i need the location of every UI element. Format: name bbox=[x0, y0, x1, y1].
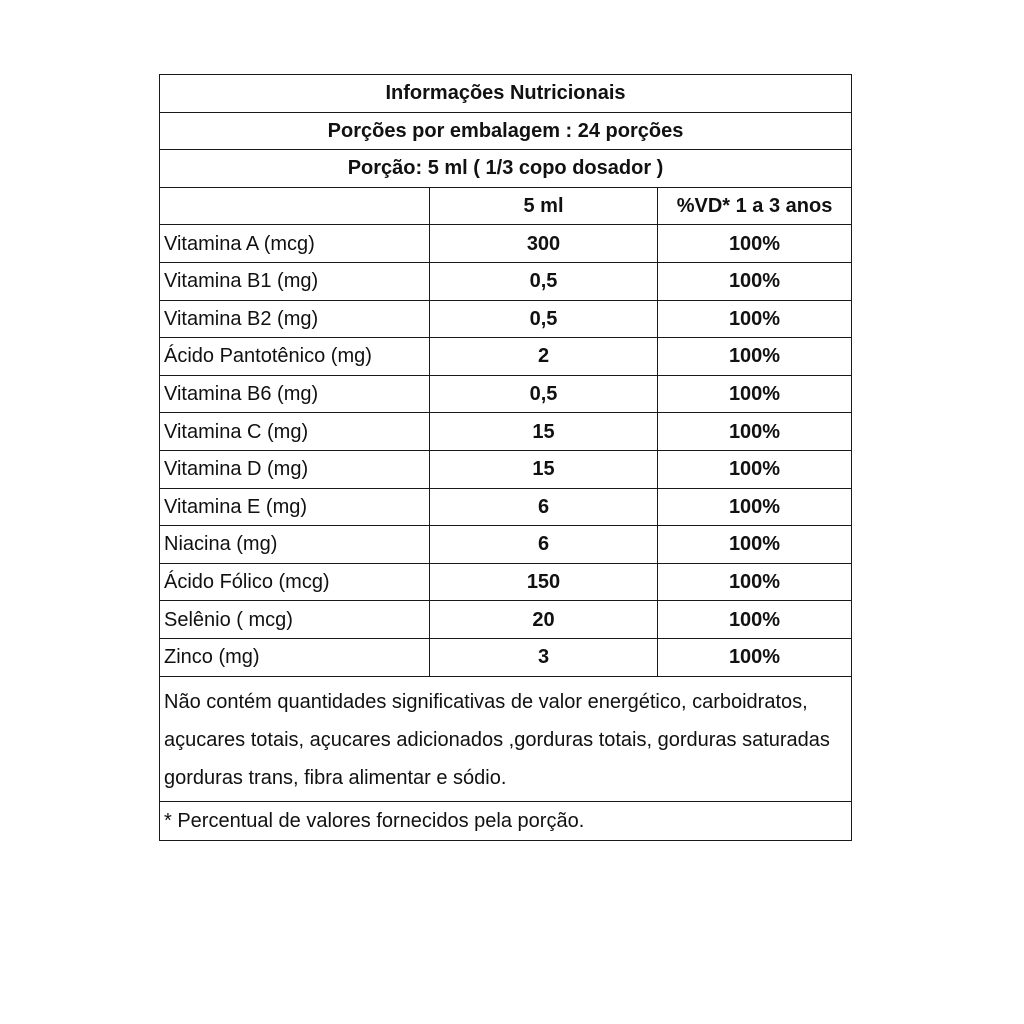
nutrient-amount: 150 bbox=[430, 563, 658, 601]
nutrient-amount: 6 bbox=[430, 526, 658, 564]
table-row bbox=[160, 262, 852, 300]
nutrient-name: Ácido Fólico (mcg) bbox=[160, 563, 430, 601]
nutrient-name: Vitamina B2 (mg) bbox=[160, 300, 430, 338]
nutrient-daily-value: 100% bbox=[658, 300, 852, 338]
nutrient-daily-value: 100% bbox=[658, 601, 852, 639]
column-header-row bbox=[160, 187, 852, 225]
nutrient-amount: 6 bbox=[430, 488, 658, 526]
nutrition-facts-table bbox=[159, 74, 852, 841]
table-row bbox=[160, 375, 852, 413]
nutrient-daily-value: 100% bbox=[658, 638, 852, 676]
servings-row bbox=[160, 112, 852, 150]
nutrient-name: Vitamina B1 (mg) bbox=[160, 262, 430, 300]
nutrient-daily-value: 100% bbox=[658, 563, 852, 601]
table-row bbox=[160, 413, 852, 451]
nutrient-name: Ácido Pantotênico (mg) bbox=[160, 338, 430, 376]
nutrient-daily-value: 100% bbox=[658, 488, 852, 526]
nutrient-name: Zinco (mg) bbox=[160, 638, 430, 676]
table-row bbox=[160, 638, 852, 676]
nutrient-name: Vitamina C (mg) bbox=[160, 413, 430, 451]
nutrient-name: Selênio ( mcg) bbox=[160, 601, 430, 639]
table-row bbox=[160, 225, 852, 263]
column-header-daily-value: %VD* 1 a 3 anos bbox=[658, 187, 852, 225]
nutrient-name: Vitamina E (mg) bbox=[160, 488, 430, 526]
nutrient-amount: 20 bbox=[430, 601, 658, 639]
column-header-amount: 5 ml bbox=[430, 187, 658, 225]
footnote-row bbox=[160, 801, 852, 840]
servings-per-package: Porções por embalagem : 24 porções bbox=[160, 112, 852, 150]
table-row bbox=[160, 526, 852, 564]
nutrient-amount: 15 bbox=[430, 413, 658, 451]
table-title: Informações Nutricionais bbox=[160, 75, 852, 113]
nutrient-name: Vitamina B6 (mg) bbox=[160, 375, 430, 413]
serving-size-row bbox=[160, 150, 852, 188]
daily-value-footnote: * Percentual de valores fornecidos pela porção. bbox=[160, 801, 852, 840]
note-row bbox=[160, 676, 852, 801]
nutrient-daily-value: 100% bbox=[658, 413, 852, 451]
nutrient-daily-value: 100% bbox=[658, 526, 852, 564]
nutrition-note: Não contém quantidades significativas de valor energético, carboidratos, açucares totais, açucares adicionados ,gorduras totais, gorduras saturadas gorduras trans, fibra alimentar e sódio. bbox=[160, 676, 852, 801]
nutrient-daily-value: 100% bbox=[658, 375, 852, 413]
table-row bbox=[160, 338, 852, 376]
table-row bbox=[160, 601, 852, 639]
nutrient-daily-value: 100% bbox=[658, 225, 852, 263]
nutrient-name: Vitamina D (mg) bbox=[160, 450, 430, 488]
column-header-nutrient bbox=[160, 187, 430, 225]
nutrient-amount: 0,5 bbox=[430, 300, 658, 338]
nutrient-amount: 0,5 bbox=[430, 262, 658, 300]
nutrient-amount: 300 bbox=[430, 225, 658, 263]
serving-size: Porção: 5 ml ( 1/3 copo dosador ) bbox=[160, 150, 852, 188]
nutrient-name: Niacina (mg) bbox=[160, 526, 430, 564]
nutrient-name: Vitamina A (mcg) bbox=[160, 225, 430, 263]
table-row bbox=[160, 300, 852, 338]
nutrient-amount: 3 bbox=[430, 638, 658, 676]
nutrient-amount: 0,5 bbox=[430, 375, 658, 413]
table-row bbox=[160, 450, 852, 488]
title-row bbox=[160, 75, 852, 113]
table-row bbox=[160, 563, 852, 601]
nutrient-daily-value: 100% bbox=[658, 338, 852, 376]
nutrient-amount: 15 bbox=[430, 450, 658, 488]
table-row bbox=[160, 488, 852, 526]
nutrient-daily-value: 100% bbox=[658, 262, 852, 300]
nutrition-table-body bbox=[160, 75, 852, 841]
nutrient-amount: 2 bbox=[430, 338, 658, 376]
nutrient-daily-value: 100% bbox=[658, 450, 852, 488]
